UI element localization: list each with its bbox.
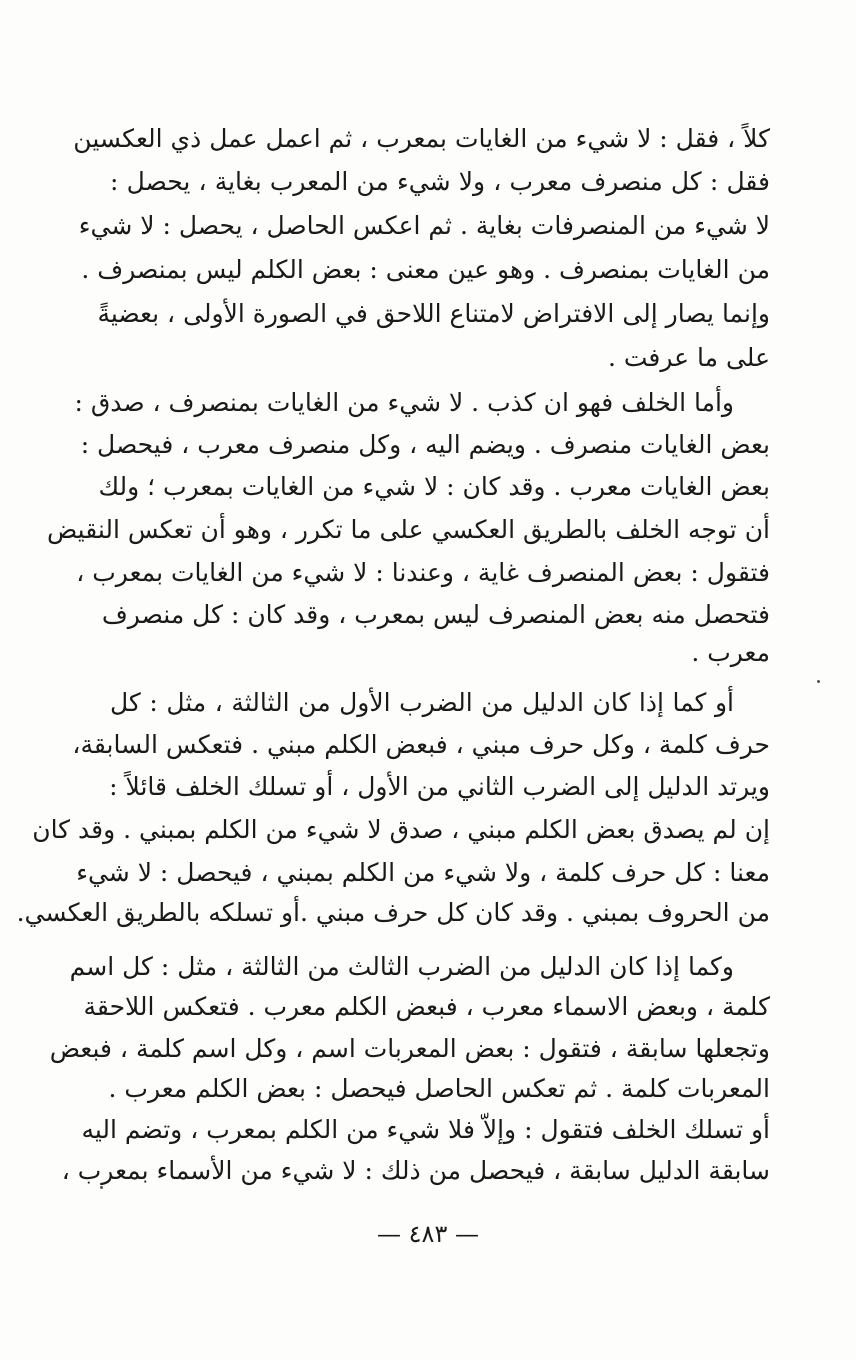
text-line: لا شيء من المنصرفات بغاية . ثم اعكس الحاصل ، يحصل : لا شيء — [78, 211, 770, 240]
text-line: حرف كلمة ، وكل حرف مبني ، فبعض الكلم مبني . فتعكس السابقة، — [72, 730, 770, 759]
text-line: من الغايات بمنصرف . وهو عين معنى : بعض الكلم ليس بمنصرف . — [81, 255, 770, 284]
text-line: فقل : كل منصرف معرب ، ولا شيء من المعرب بغاية ، يحصل : — [110, 167, 770, 196]
text-line: معرب . — [691, 638, 770, 667]
text-line: إن لم يصدق بعض الكلم مبني ، صدق لا شيء من الكلم بمبني . وقد كان — [32, 815, 770, 844]
paragraph-4 — [49, 946, 770, 1202]
text-line: كلاً ، فقل : لا شيء من الغايات بمعرب ، ثم اعمل عمل ذي العكسين — [73, 124, 770, 153]
text-line: معنا : كل حرف كلمة ، ولا شيء من الكلم بمبني ، فيحصل : لا شيء — [76, 858, 770, 887]
text-line: على ما عرفت . — [607, 343, 770, 372]
text-line: سابقة الدليل سابقة ، فيحصل من ذلك : لا شيء من الأسماء بمعرب ، — [61, 1156, 770, 1185]
text-line: فتقول : بعض المنصرف غاية ، وعندنا : لا شيء من الغايات بمعرب ، — [76, 558, 770, 587]
text-line: أن توجه الخلف بالطريق العكسي على ما تكرر ، وهو أن تعكس النقيض — [47, 515, 770, 544]
scan-speck — [100, 1186, 103, 1189]
text-line: بعض الغايات منصرف . ويضم اليه ، وكل منصرف معرب ، فيحصل : — [80, 430, 770, 459]
text-line: كلمة ، وبعض الاسماء معرب ، فبعض الكلم معرب . فتعكس اللاحقة — [83, 992, 770, 1021]
text-line: وتجعلها سابقة ، فتقول : بعض المعربات اسم ، وكل اسم كلمة ، فبعض — [49, 1034, 770, 1063]
paragraph-2 — [47, 382, 770, 678]
text-line: ويرتد الدليل إلى الضرب الثاني من الأول ، أو تسلك الخلف قائلاً : — [109, 772, 770, 801]
text-line: وأما الخلف فهو ان كذب . لا شيء من الغايات بمنصرف ، صدق : — [74, 388, 734, 417]
text-line: المعربات كلمة . ثم تعكس الحاصل فيحصل : بعض الكلم معرب . — [108, 1074, 770, 1103]
text-line: وكما إذا كان الدليل من الضرب الثالث من الثالثة ، مثل : كل اسم — [69, 952, 734, 981]
scan-speck — [817, 680, 820, 683]
text-line: فتحصل منه بعض المنصرف ليس بمعرب ، وقد كان : كل منصرف — [101, 600, 770, 629]
text-line: وإنما يصار إلى الافتراض لامتناع اللاحق في الصورة الأولى ، بعضيةً — [97, 299, 770, 328]
paragraph-3 — [16, 682, 770, 938]
text-line: بعض الغايات معرب . وقد كان : لا شيء من الغايات بمعرب ؛ ولك — [98, 472, 770, 501]
paragraph-1 — [73, 118, 770, 372]
page-number: — ٤٨٣ — — [377, 1220, 479, 1248]
text-line: من الحروف بمبني . وقد كان كل حرف مبني .أو تسلكه بالطريق العكسي. — [16, 898, 770, 927]
text-line: أو تسلك الخلف فتقول : وإلاّ فلا شيء من الكلم بمعرب ، وتضم اليه — [81, 1115, 770, 1144]
text-line: أو كما إذا كان الدليل من الضرب الأول من الثالثة ، مثل : كل — [110, 688, 734, 717]
